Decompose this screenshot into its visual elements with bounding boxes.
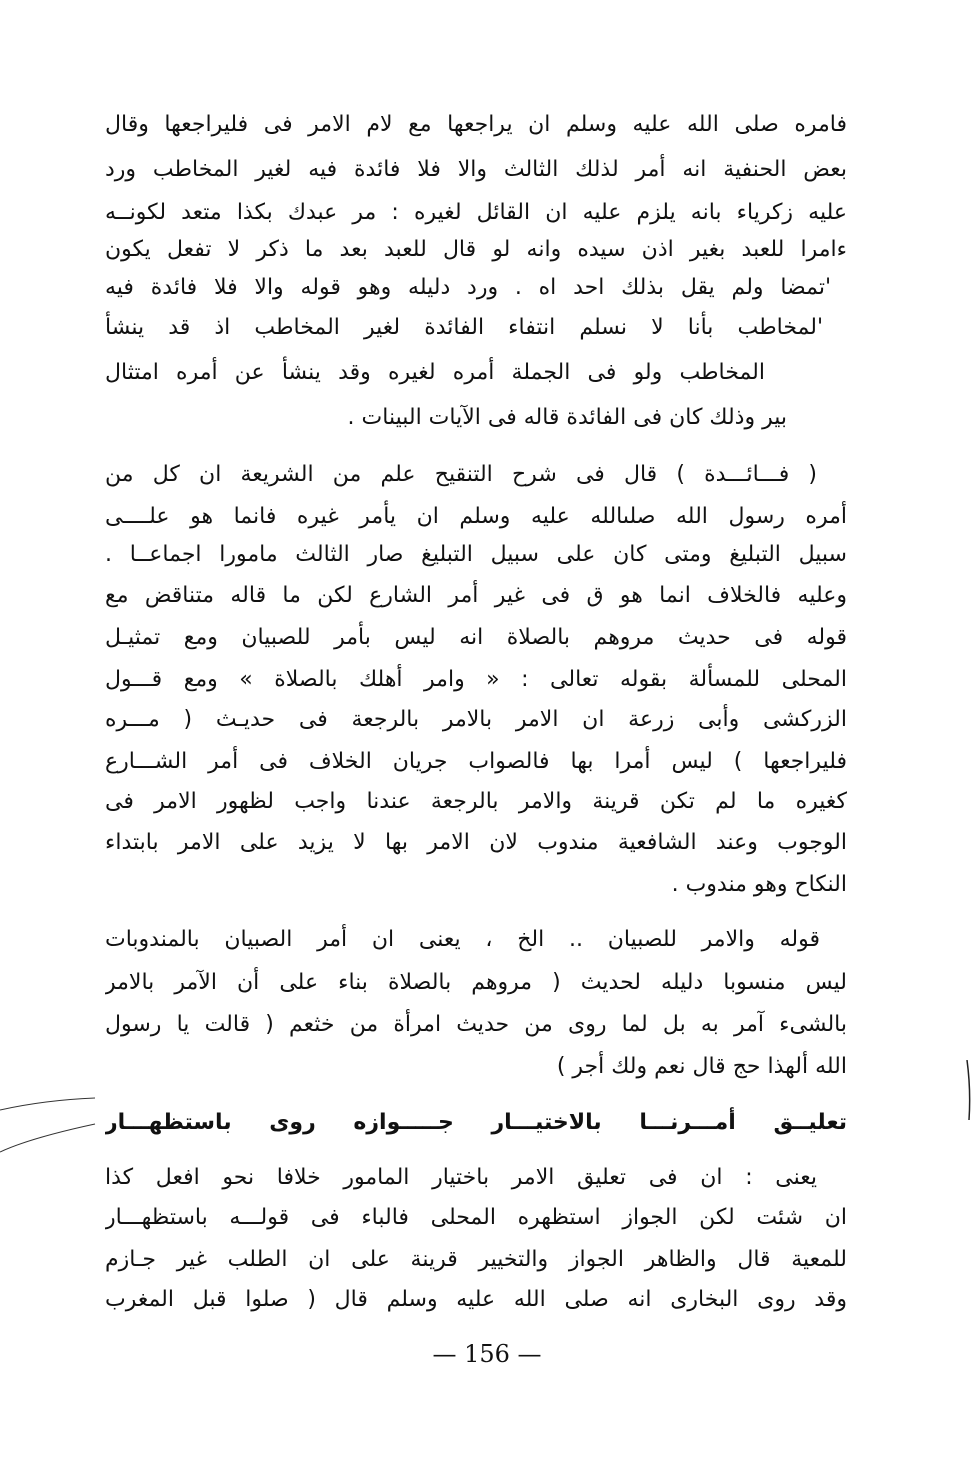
edge-scan-mark	[964, 1060, 974, 1120]
text-line: ليس منسوبا دليله لحديث ( مروهم بالصلاة بناء على أن الآمر بالامر	[105, 970, 847, 995]
text-line: بير وذلك كان فى الفائدة قاله فى الآيات البينات .	[347, 405, 787, 430]
text-line: أمره رسول الله صلىالله عليه وسلم ان يأمر غيره فانما هو علــــى	[105, 504, 847, 529]
text-line: فليراجعها ) ليس أمرا بها فالصواب جريان الخلاف فى أمر الشـــارع	[105, 749, 847, 774]
text-line: 'لمخاطب بأنا لا نسلم انتفاء الفائدة لغير المخاطب اذ قد ينشأ	[105, 315, 823, 340]
text-line: ان شئت لكن الجواز استظهره المحلى فالباء فى قولـــه باستظهـــار	[105, 1205, 847, 1230]
text-line: الزركشى وأبى زرعة ان الامر بالامر بالرجعة فى حديـث ( مـــره	[105, 707, 847, 732]
text-line: الوجوب وعند الشافعية مندوب لان الامر بها لا يزيد على الامر بابتداء	[105, 830, 847, 855]
margin-scan-mark	[0, 1090, 100, 1160]
text-line: 'تمضا ولم يقل بذلك احد اه . ورد دليله وهو قوله والا فلا فائدة فيه	[105, 275, 831, 300]
text-line: كغيره ما لم تكن قرينة والامر بالرجعة عندنا واجب لظهور الامر فى	[105, 789, 847, 814]
text-line: قوله فى حديث مروهم بالصلاة انه ليس بأمر للصبيان ومع تمثيـل	[105, 625, 847, 650]
text-line: بعض الحنفية انه أمر لذلك الثالث والا فلا فائدة فيه لغير المخاطب ورد	[105, 157, 847, 182]
text-line: للمعية قال والظاهر الجواز والتخيير قرينة على ان الطلب غير جـازم	[105, 1247, 847, 1272]
text-line: قوله والامر للصبيان .. الخ ، يعنى ان أمر الصبيان بالمندوبات	[105, 927, 820, 952]
text-line: وقد روى البخارى انه صلى الله عليه وسلم قال ( صلوا قبل المغرب	[105, 1287, 847, 1312]
text-line: يعنى : ان فى تعليق الامر باختيار المامور خلافا نحو افعل كذا	[105, 1165, 817, 1190]
text-line: النكاح وهو مندوب .	[671, 872, 847, 897]
text-line: سبيل التبليغ ومتى كان على سبيل التبليغ صار الثالث مامورا اجماعــا .	[105, 542, 847, 567]
text-line: ( فـــائـــدة ) قال فى شرح التنقيح علم من الشريعة ان كل من	[105, 462, 817, 487]
text-line: المخاطب ولو فى الجملة أمره لغيره وقد ينشأ عن أمره امتثال	[105, 360, 765, 385]
text-line: الله ألهذا حج قال نعم ولك أجر )	[556, 1054, 847, 1079]
text-line: فامره صلى الله عليه وسلم ان يراجعها مع لام الامر فى فليراجعها وقال	[105, 112, 847, 137]
text-line: وعليه فالخلاف انما هو ق فى غير أمر الشارع لكن ما قاله متناقض مع	[105, 583, 847, 608]
text-line: المحلى للمسألة بقوله تعالى : « وامر أهلك بالصلاة » ومع قـــول	[105, 667, 847, 692]
verse-line: تعليــق أمـــرنـــا بالاختيـــار جـــــوازه روى باستظهـــار	[105, 1110, 847, 1135]
text-line: عليه زكرياء بانه يلزم عليه ان القائل لغيره : مر عبدك بكذا متعد لكونــه	[105, 200, 847, 225]
page-number: — 156 —	[432, 1340, 542, 1368]
text-line: ءامرا للعبد بغير اذن سيده وانه لو قال للعبد بعد ما ذكر لا تفعل يكون	[105, 237, 847, 262]
text-line: بالشىء آمر به بل لما روى من حديث امرأة من خثعم ( قالت يا رسول	[105, 1012, 847, 1037]
